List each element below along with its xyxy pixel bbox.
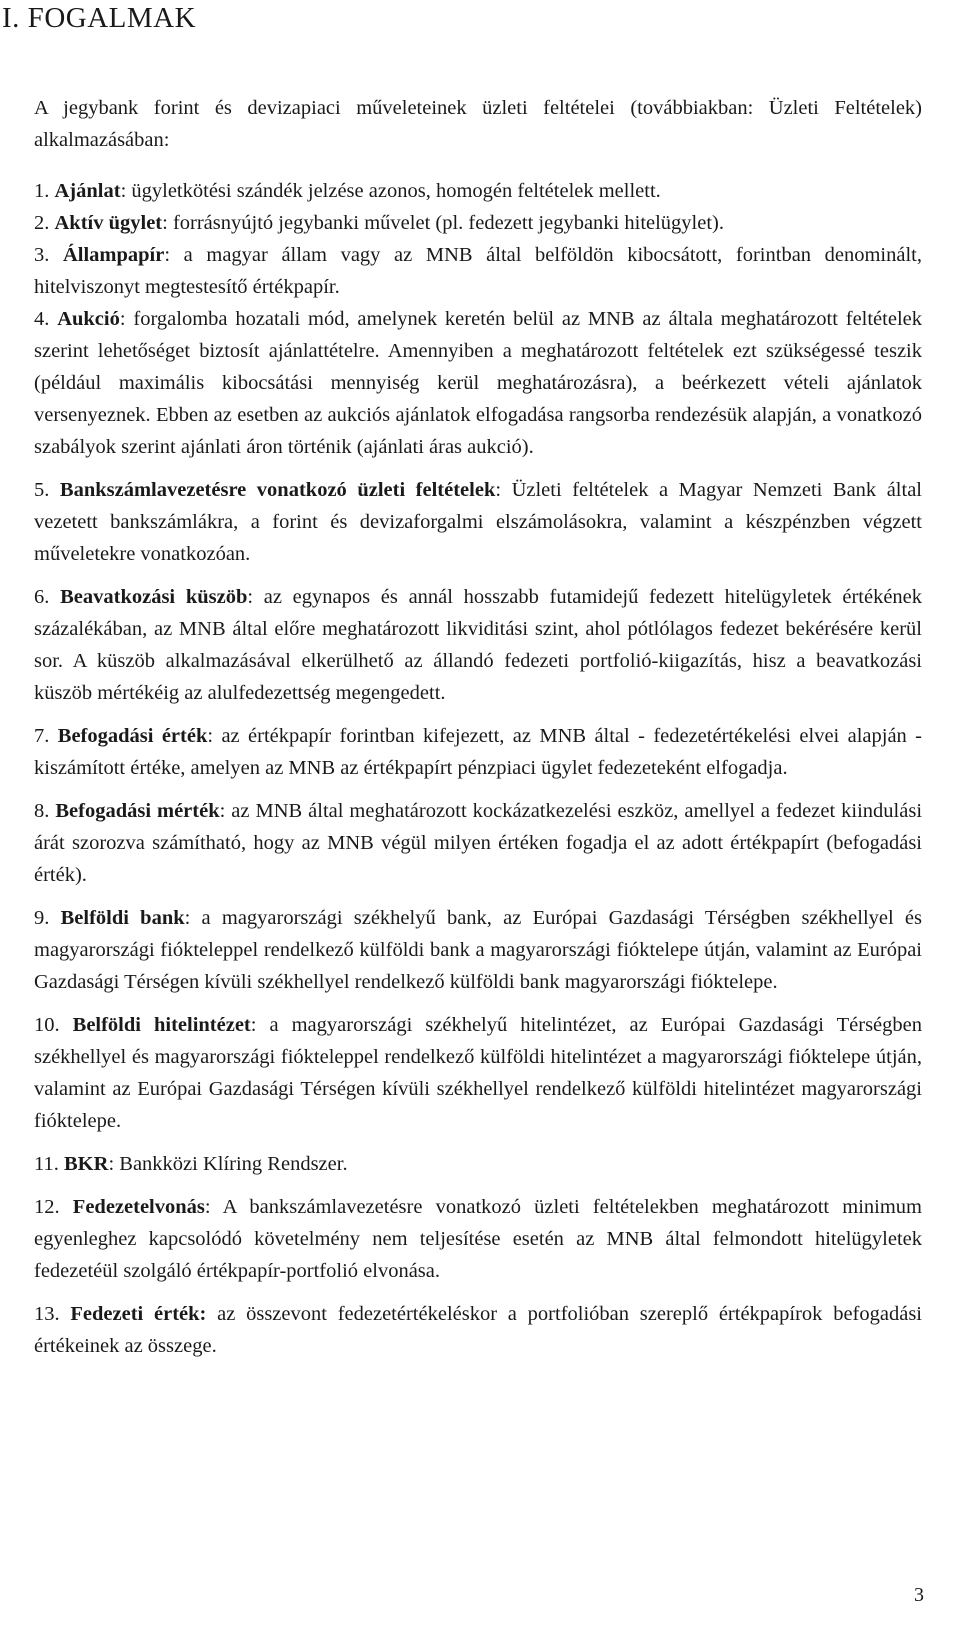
- definition-term: Bankszámlavezetésre vonatkozó üzleti feltételek: [59, 479, 496, 501]
- definition-number: 6.: [34, 586, 50, 608]
- definition-item: [34, 1298, 922, 1362]
- definition-text: Bankközi Klíring Rendszer.: [114, 1153, 348, 1175]
- definitions-list: [34, 175, 922, 1373]
- definition-separator: :: [162, 212, 168, 234]
- definition-separator: :: [495, 479, 502, 501]
- page-number: 3: [914, 1584, 924, 1606]
- definition-number: 2.: [34, 212, 50, 234]
- definition-number: 8.: [34, 800, 50, 822]
- definition-item: [34, 1191, 922, 1287]
- definition-text: forgalomba hozatali mód, amelynek keretén belül az MNB az általa meghatározott feltételek szerint lehetőséget biztosít ajánlattételre. Amennyiben a meghatározott feltételek ezt szükségessé teszik (például maximális kibocsátási mennyiség kerül meghatározásra), a beérkezett vételi ajánlatok versenyeznek. Ebben az esetben az aukciós ajánlatok elfogadása rangsorba rendezésük alapján, a vonatkozó szabályok szerint ajánlati áron történik (ajánlati áras aukció).: [34, 308, 922, 458]
- definition-separator: :: [108, 1153, 115, 1175]
- definition-text: a magyarországi székhelyű hitelintézet, az Európai Gazdasági Térségben székhellyel és magyarországi fiókteleppel rendelkező külföldi hitelintézet a magyarországi fióktelepe útján, valamint az Európai Gazdasági Térségen kívüli székhellyel rendelkező külföldi hitelintézet magyarországi fióktelepe.: [34, 1014, 922, 1132]
- definition-term: Beavatkozási küszöb: [60, 586, 248, 608]
- definition-term: BKR: [64, 1153, 109, 1175]
- definition-item: [34, 1009, 922, 1137]
- definition-number: 7.: [34, 725, 50, 747]
- definition-number: 3.: [34, 244, 50, 266]
- section-heading: [2, 2, 196, 35]
- definition-separator: :: [120, 180, 127, 202]
- definition-item: [34, 303, 922, 463]
- section-number: I.: [2, 2, 20, 34]
- definition-term: Aktív ügylet: [54, 212, 163, 234]
- definition-number: 13.: [34, 1303, 60, 1325]
- definition-number: 9.: [34, 907, 50, 929]
- definition-text: az egynapos és annál hosszabb futamidejű fedezett hitelügyletek értékének százalékában, az MNB által előre meghatározott likviditási szint, ahol pótlólagos fedezet bekérésére kerül sor. A küszöb alkalmazásával elkerülhető az állandó fedezeti portfolió-kiigazítás, hisz a beavatkozási küszöb mértékéig az alulfedezettség megengedett.: [34, 586, 923, 704]
- definition-number: 5.: [34, 479, 50, 501]
- definition-separator: :: [119, 308, 126, 330]
- definition-separator: :: [250, 1014, 257, 1036]
- definition-text: ügyletkötési szándék jelzése azonos, homogén feltételek mellett.: [126, 180, 661, 202]
- intro-paragraph: A jegybank forint és devizapiaci műveleteinek üzleti feltételei (továbbiakban: Üzleti Feltételek) alkalmazásában:: [34, 97, 922, 151]
- definition-text: az összevont fedezetértékeléskor a portfolióban szereplő értékpapírok befogadási értékeinek az összege.: [34, 1303, 922, 1357]
- definition-separator: :: [164, 244, 171, 266]
- definition-number: 4.: [34, 308, 50, 330]
- definition-text: a magyarországi székhelyű bank, az Európai Gazdasági Térségben székhellyel és magyarországi fiókteleppel rendelkező külföldi bank a magyarországi fióktelepe útján, valamint az Európai Gazdasági Térségen kívüli székhellyel rendelkező külföldi bank magyarországi fióktelepe.: [34, 907, 923, 993]
- definition-number: 1.: [34, 180, 50, 202]
- definition-separator: :: [184, 907, 191, 929]
- definition-text: a magyar állam vagy az MNB által belföldön kibocsátott, forintban denominált, hitelviszonyt megtestesítő értékpapír.: [34, 244, 922, 298]
- definition-item: [34, 1148, 922, 1180]
- definition-number: 11.: [34, 1153, 59, 1175]
- definition-item: [34, 474, 922, 570]
- definition-text: az MNB által meghatározott kockázatkezelési eszköz, amellyel a fedezet kiindulási árát szorozva számítható, hogy az MNB végül milyen értéken fogadja el az adott értékpapírt (befogadási érték).: [34, 800, 923, 886]
- definition-item: [34, 239, 922, 303]
- definition-text: A bankszámlavezetésre vonatkozó üzleti feltételekben meghatározott minimum egyenleghez kapcsolódó követelmény nem teljesítése esetén az MNB által felmondott hitelügyletek fedezetéül szolgáló értékpapír-portfolió elvonása.: [34, 1196, 922, 1282]
- definition-item: [34, 175, 922, 207]
- definition-term: Befogadási mérték: [55, 800, 220, 822]
- definition-text: Üzleti feltételek a Magyar Nemzeti Bank által vezetett bankszámlákra, a forint és devizaforgalmi elszámolásokra, valamint a készpénzben végzett műveletekre vonatkozóan.: [34, 479, 922, 565]
- definition-text: az értékpapír forintban kifejezett, az MNB által - fedezetértékelési elvei alapján - kiszámított értéke, amelyen az MNB az értékpapírt pénzpiaci ügylet fedezeteként elfogadja.: [34, 725, 923, 779]
- definition-separator: :: [207, 725, 214, 747]
- definition-item: [34, 902, 922, 998]
- definition-term: Befogadási érték: [57, 725, 208, 747]
- definition-term: Belföldi bank: [60, 907, 185, 929]
- definition-term: Aukció: [57, 308, 120, 330]
- definition-separator: :: [219, 800, 226, 822]
- definition-term: Fedezeti érték:: [70, 1303, 207, 1325]
- definition-text: forrásnyújtó jegybanki művelet (pl. fedezett jegybanki hitelügylet).: [167, 212, 725, 234]
- definition-term: Állampapír: [62, 244, 165, 266]
- section-title-initial: F: [27, 2, 45, 34]
- definition-number: 10.: [34, 1014, 60, 1036]
- definition-number: 12.: [34, 1196, 60, 1218]
- definition-term: Fedezetelvonás: [72, 1196, 205, 1218]
- definition-item: [34, 207, 922, 239]
- definition-separator: :: [247, 586, 254, 608]
- definition-term: Ajánlat: [54, 180, 121, 202]
- definition-item: [34, 720, 922, 784]
- definition-separator: :: [204, 1196, 211, 1218]
- definition-term: Belföldi hitelintézet: [72, 1014, 251, 1036]
- section-title-rest: OGALMAK: [44, 2, 197, 34]
- definition-item: [34, 581, 922, 709]
- definition-item: [34, 795, 922, 891]
